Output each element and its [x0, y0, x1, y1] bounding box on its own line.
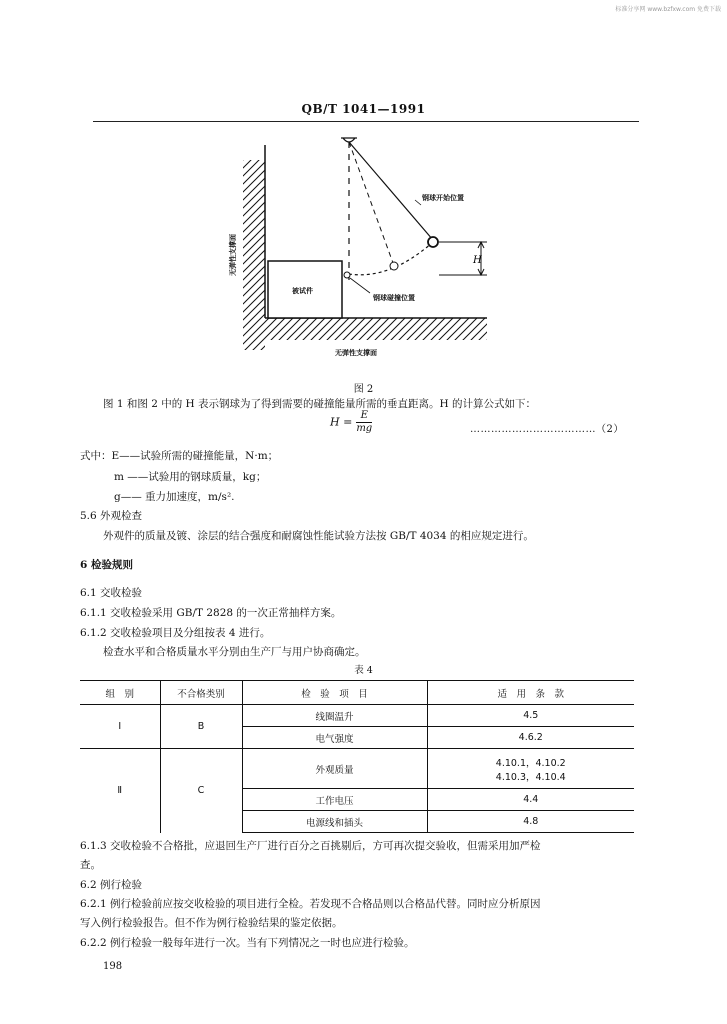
- clause-cell: 4.8: [427, 811, 634, 833]
- section-6-1-2-note: 检查水平和合格质量水平分别由生产厂与用户协商确定。: [103, 646, 366, 658]
- formula-denominator: mg: [356, 423, 373, 434]
- pendulum-string: [349, 142, 433, 240]
- header-rule: [93, 121, 639, 122]
- table-row: [80, 705, 634, 727]
- group-cell: Ⅰ: [80, 705, 160, 749]
- section-6-2-2: 6.2.2 例行检验一般每年进行一次。当有下列情况之一时也应进行检验。: [80, 937, 415, 949]
- item-cell: 电源线和插头: [242, 811, 427, 833]
- where-e: 式中：E——试验所需的碰撞能量，N·m；: [80, 450, 279, 462]
- page-number: 198: [103, 961, 123, 972]
- header-group: 组 别: [80, 681, 160, 705]
- header-item: 检 验 项 目: [242, 681, 427, 705]
- table-row: [80, 749, 634, 789]
- steel-ball-impact: [344, 272, 350, 278]
- watermark: 标准分享网 www.bzfxw.com 免费下载: [615, 6, 721, 13]
- sample-label: 被试件: [292, 287, 313, 295]
- left-support-label: 无弹性支撑面: [229, 234, 237, 276]
- formula-h: [330, 410, 372, 435]
- item-cell: 外观质量: [242, 749, 427, 789]
- table-4: [80, 680, 634, 833]
- h-label: H: [473, 255, 482, 266]
- where-g: g—— 重力加速度，m/s².: [114, 491, 235, 503]
- clause-cell: [427, 749, 634, 789]
- clause-line: 4.10.1，4.10.2: [495, 757, 566, 769]
- bottom-support-label: 无弹性支撑面: [335, 349, 377, 357]
- figure-2: [225, 130, 505, 370]
- intro-paragraph: 图 1 和图 2 中的 H 表示钢球为了得到需要的碰撞能量所需的垂直距离。H 的计算公式如下：: [103, 398, 537, 410]
- clause-line: 4.10.3，4.10.4: [495, 771, 566, 783]
- steel-ball-start: [428, 237, 438, 247]
- impact-position-label: 钢球碰撞位置: [373, 294, 415, 302]
- header-clause: 适 用 条 款: [427, 681, 634, 705]
- intermediate-string: [349, 142, 393, 263]
- section-6-title: 6 检验规则: [80, 559, 133, 571]
- table-4-title: 表 4: [354, 665, 373, 676]
- section-5-6-body: 外观件的质量及镀、涂层的结合强度和耐腐蚀性能试验方法按 GB/T 4034 的相应规定进行。: [103, 530, 534, 542]
- section-6-2-title: 6.2 例行检验: [80, 879, 143, 891]
- figure-caption: 图 2: [353, 384, 374, 395]
- category-cell: C: [160, 749, 242, 833]
- where-m: m ——试验用的钢球质量，kg；: [114, 471, 267, 483]
- header-category: 不合格类别: [160, 681, 242, 705]
- impact-leader: [350, 278, 370, 293]
- formula-lhs: H =: [330, 415, 353, 429]
- section-6-1-3-cont: 查。: [80, 859, 101, 871]
- item-cell: 电气强度: [242, 727, 427, 749]
- category-cell: B: [160, 705, 242, 749]
- section-6-2-1: 6.2.1 例行检验前应按交收检验的项目进行全检。若发现不合格品则以合格品代替。同时应分析原因: [80, 898, 541, 910]
- table-header-row: [80, 681, 634, 705]
- item-cell: 工作电压: [242, 789, 427, 811]
- section-6-1-1: 6.1.1 交收检验采用 GB/T 2828 的一次正常抽样方案。: [80, 607, 342, 619]
- group-cell: Ⅱ: [117, 785, 123, 797]
- swing-arc: [349, 242, 433, 275]
- pivot-mount: [341, 138, 357, 142]
- clause-cell: 4.5: [427, 705, 634, 727]
- clause-cell: 4.6.2: [427, 727, 634, 749]
- formula-numerator: E: [356, 410, 372, 423]
- start-position-label: 钢球开始位置: [422, 194, 464, 202]
- floor-hatch: [265, 318, 487, 340]
- steel-ball-mid: [390, 262, 398, 270]
- section-6-2-1-cont: 写入例行检验报告。但不作为例行检验结果的鉴定依据。: [80, 917, 343, 929]
- clause-cell: 4.4: [427, 789, 634, 811]
- section-5-6-title: 5.6 外观检查: [80, 510, 143, 522]
- section-6-1-title: 6.1 交收检验: [80, 587, 143, 599]
- equation-number: ………………………………（2）: [470, 424, 624, 435]
- section-6-1-2: 6.1.2 交收检验项目及分组按表 4 进行。: [80, 627, 271, 639]
- item-cell: 线圈温升: [242, 705, 427, 727]
- start-leader: [415, 200, 421, 205]
- section-6-1-3: 6.1.3 交收检验不合格批，应退回生产厂进行百分之百挑剔后，方可再次提交验收，但需采用加严检: [80, 840, 541, 852]
- page-header: QB/T 1041—1991: [301, 102, 426, 116]
- left-wall-hatch: [243, 160, 265, 350]
